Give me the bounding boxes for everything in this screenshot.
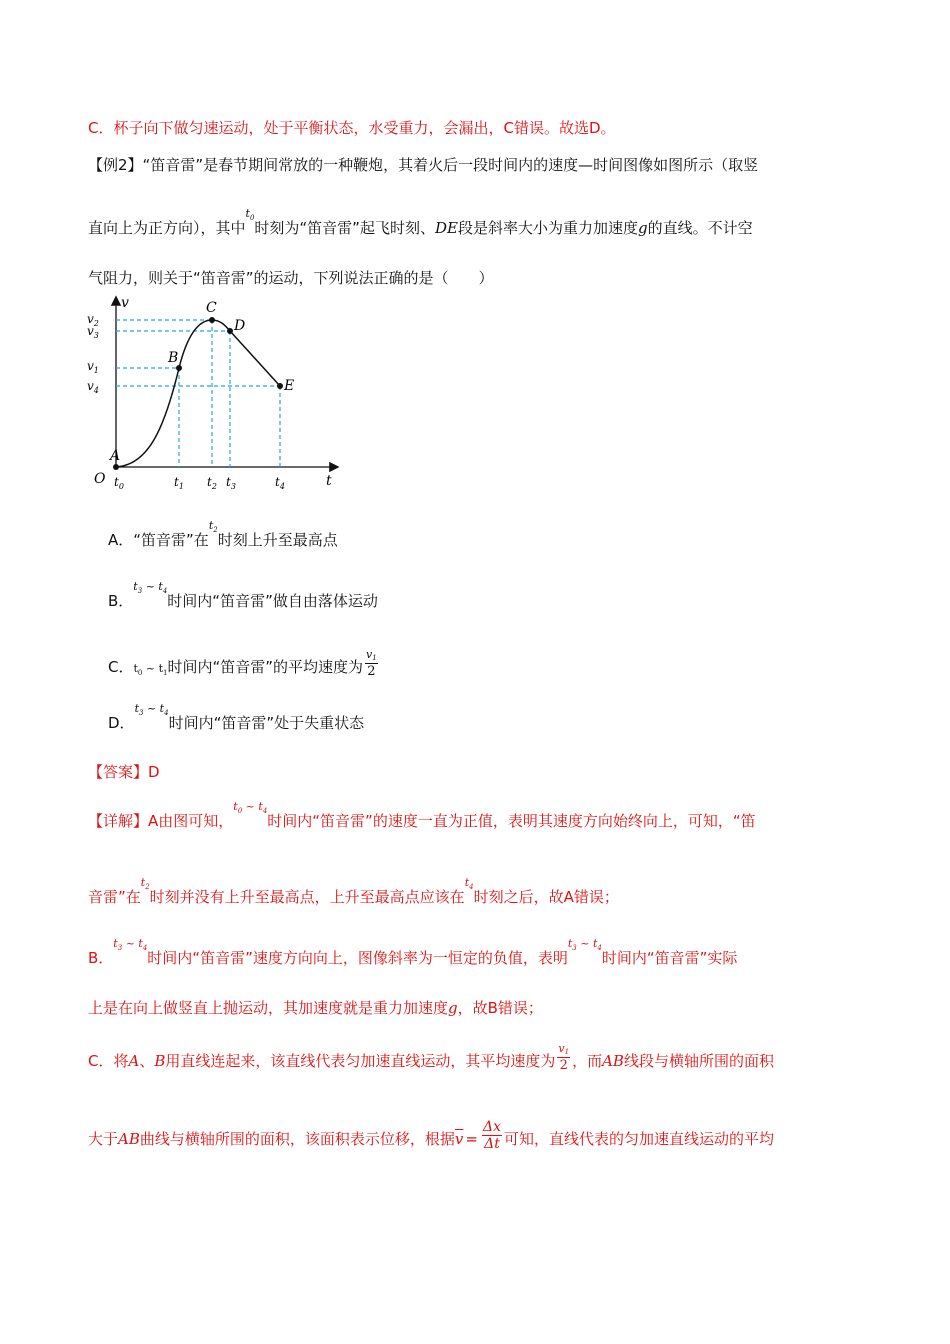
label-b: B bbox=[168, 350, 179, 366]
t0-t4-symbol: $t_0$ ~ $t_4$ bbox=[233, 800, 268, 815]
vt-curve bbox=[116, 320, 280, 467]
example-text-2b: 时刻为“笛音雷”起飞时刻、 bbox=[254, 219, 435, 237]
v1-over-2-detail: $\frac{v1}{2}$ bbox=[558, 1042, 570, 1073]
tick-v4: $v_4$ bbox=[87, 379, 99, 395]
tick-v3: $v_3$ bbox=[87, 324, 99, 340]
example-text-2a: 直向上为正方向），其中 bbox=[88, 219, 246, 237]
example-text-2d: 的直线。不计空 bbox=[647, 219, 753, 237]
example-line-2 bbox=[88, 207, 753, 241]
point-c bbox=[209, 317, 215, 323]
point-e bbox=[277, 383, 283, 389]
answer: 【答案】D bbox=[88, 763, 160, 781]
v1-over-2: $\frac{v1}{2}$ bbox=[366, 648, 377, 679]
option-c[interactable]: C．$t_0$ ~ $t_1$时间内“笛音雷”的平均速度为 $\frac{v1}{2}$ bbox=[108, 648, 377, 679]
tick-v2: $v_2$ bbox=[87, 312, 99, 328]
t0-t1-symbol: $t_0$ ~ $t_1$ bbox=[133, 662, 168, 677]
de-symbol: DE bbox=[434, 219, 458, 237]
option-d[interactable]: D．$t_3$ ~ $t_4$时间内“笛音雷”处于失重状态 bbox=[108, 713, 364, 736]
label-c: C bbox=[206, 300, 217, 316]
dx-over-dt: $\frac{\Delta x}{\Delta t}$ bbox=[482, 1119, 501, 1152]
detail-line-4: 上是在向上做竖直上抛运动，其加速度就是重力加速度g，故B错误； bbox=[88, 999, 543, 1017]
t3-t4-symbol-detail-2: $t_3$ ~ $t_4$ bbox=[567, 937, 602, 952]
tick-v1: $v_1$ bbox=[87, 359, 99, 375]
t2-symbol: $t_2$ bbox=[208, 519, 218, 534]
point-a bbox=[113, 464, 119, 470]
option-a[interactable]: A．“笛音雷”在$t_2$时刻上升至最高点 bbox=[108, 530, 338, 553]
tick-t2: $t_2$ bbox=[207, 475, 217, 491]
tick-t3: $t_3$ bbox=[226, 475, 236, 491]
axis-t-label: t bbox=[326, 473, 332, 489]
origin-label: O bbox=[94, 471, 106, 487]
tick-t4: $t_4$ bbox=[275, 475, 285, 491]
detail-line-2: 音雷”在$t_2$时刻并没有上升至最高点，上升至最高点应该在$t_4$时刻之后，故A错误； bbox=[88, 887, 619, 910]
example-line-1 bbox=[88, 155, 758, 175]
vt-graph bbox=[82, 290, 352, 495]
detail-line-1: 【详解】A由图可知，$t_0$ ~ $t_4$时间内“笛音雷”的速度一直为正值，表明其速度方向始终向上，可知，“笛 bbox=[88, 811, 756, 834]
detail-line-5: C．将A、B用直线连起来，该直线代表匀加速直线运动，其平均速度为 $\frac{v1}{2}$ ，而AB线段与横轴所围的面积 bbox=[88, 1042, 774, 1073]
detail-line-6: 大于AB曲线与横轴所围的面积，该面积表示位移，根据$\overline{v}$ = $\frac{\Delta x}{\Delta t}$ 可知，直线代表的匀加速直线运动的平均 bbox=[88, 1119, 774, 1152]
axis-v-label: v bbox=[121, 295, 129, 311]
t2-symbol-detail: $t_2$ bbox=[140, 876, 150, 891]
vbar-symbol: $\overline{v}$ bbox=[454, 1130, 464, 1148]
example-tag: 【例2】 bbox=[88, 156, 143, 174]
example-text-2c: 段是斜率大小为重力加速度 bbox=[457, 219, 638, 237]
point-d bbox=[227, 328, 233, 334]
tick-t1: $t_1$ bbox=[174, 475, 184, 491]
label-a: A bbox=[110, 448, 121, 464]
t3-t4-symbol: $t_3$ ~ $t_4$ bbox=[133, 580, 168, 595]
t3-t4-symbol-d: $t_3$ ~ $t_4$ bbox=[134, 702, 169, 717]
tick-t0: $t_0$ bbox=[114, 475, 124, 491]
example-line-3: 气阻力，则关于“笛音雷”的运动，下列说法正确的是（ ） bbox=[88, 269, 494, 287]
option-b[interactable]: B．$t_3$ ~ $t_4$时间内“笛音雷”做自由落体运动 bbox=[108, 591, 378, 614]
t0-symbol: $t_0$ bbox=[245, 207, 255, 222]
label-e: E bbox=[284, 378, 295, 394]
label-d: D bbox=[234, 318, 246, 334]
example-text-1: “笛音雷”是春节期间常放的一种鞭炮，其着火后一段时间内的速度—时间图像如图所示（取竖 bbox=[142, 156, 759, 174]
t4-symbol-detail: $t_4$ bbox=[464, 876, 474, 891]
g-symbol: g bbox=[637, 219, 648, 237]
detail-line-3: B．$t_3$ ~ $t_4$时间内“笛音雷”速度方向向上，图像斜率为一恒定的负值，表明$t_3$ ~ $t_4$时间内“笛音雷”实际 bbox=[88, 948, 737, 971]
prev-answer-line: C．杯子向下做匀速运动，处于平衡状态，水受重力，会漏出，C错误。故选D。 bbox=[88, 119, 616, 137]
t3-t4-symbol-detail: $t_3$ ~ $t_4$ bbox=[113, 937, 148, 952]
